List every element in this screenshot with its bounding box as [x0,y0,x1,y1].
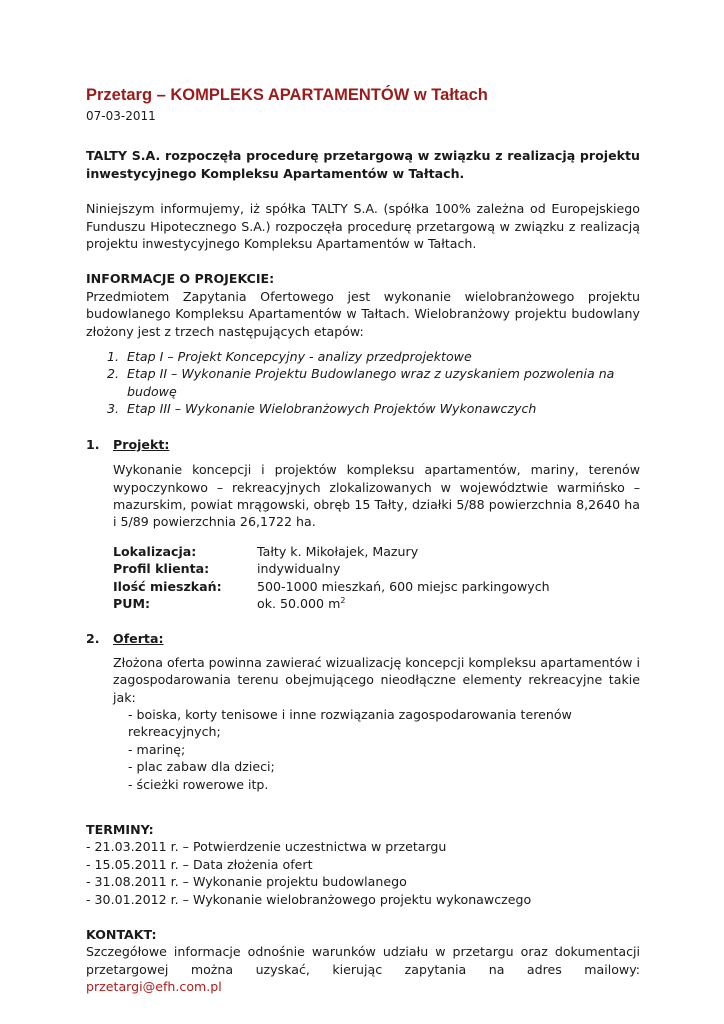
stage-number: 1. [107,349,120,365]
section-title: Projekt: [113,436,170,452]
stages-list [86,348,640,418]
section-number: 1. [86,436,100,452]
detail-label: Profil klienta: [113,561,210,577]
stage-item [86,400,640,417]
detail-label: Lokalizacja: [113,543,197,559]
detail-label: PUM: [113,595,151,611]
detail-value: Tałty k. Mikołajek, Mazury [257,543,419,559]
document-page [86,84,640,996]
term-item: - 30.01.2012 r. – Wykonanie wielobranżowego projektu wykonawczego [86,891,532,907]
stage-item [86,365,640,400]
term-item: - 31.08.2011 r. – Wykonanie projektu budowlanego [86,874,407,890]
lead-paragraph: TALTY S.A. rozpoczęła procedurę przetargową w związku z realizacją projektu inwestycyjnego Kompleksu Apartamentów w Tałtach. [86,148,640,181]
contact-body: Szczegółowe informacje odnośnie warunków udziału w przetargu oraz dokumentacji przetargowej można uzyskać, kierując zapytania na adres mailowy: [86,944,640,977]
contact-email-link[interactable]: przetargi@efh.com.pl [86,979,222,995]
section-title: Oferta: [113,631,164,647]
offer-text: Złożona oferta powinna zawierać wizualizację koncepcji kompleksu apartamentów i zagospodarowania terenu obejmującego nieodłączne elementy rekreacyjne takie jak: [113,654,640,705]
project-section [86,436,640,613]
stage-number: 3. [107,401,120,417]
offer-item: - ścieżki rowerowe itp. [128,776,269,792]
stage-item [86,348,640,365]
term-item: - 21.03.2011 r. – Potwierdzenie uczestnictwa w przetargu [86,839,447,855]
detail-row [113,578,640,595]
contact-section [86,926,640,996]
detail-value: indywidualny [257,561,341,577]
project-description: Wykonanie koncepcji i projektów kompleksu apartamentów, mariny, terenów wypoczynkowo – rekreacyjnych zlokalizowanych w województwie warmińsko – mazurskim, powiat mrągowski, obręb 15 Tałty, działki 5/88 powierzchnia 8,2640 ha i 5/89 powierzchnia 26,1722 ha. [113,462,640,530]
pum-value: ok. 50.000 m [257,595,341,611]
stage-text: Etap III – Wykonanie Wielobranżowych Projektów Wykonawczych [127,401,537,417]
terms-heading: TERMINY: [86,822,154,837]
project-info-heading: INFORMACJE O PROJEKCIE: [86,271,275,287]
detail-row [113,560,640,577]
contact-heading: KONTAKT: [86,927,157,943]
project-details [113,543,640,613]
section-number: 2. [86,631,100,647]
offer-item: - boiska, korty tenisowe i inne rozwiązania zagospodarowania terenów rekreacyjnych; [128,706,572,740]
stage-text: Etap II – Wykonanie Projektu Budowlanego wraz z uzyskaniem pozwolenia na budowę [127,366,615,399]
detail-value: 500-1000 mieszkań, 600 miejsc parkingowych [257,578,550,594]
offer-item: - marinę; [128,741,186,757]
terms-section [86,821,640,908]
contact-text [86,943,640,995]
offer-items-list [128,706,640,793]
project-info-section [86,270,640,417]
detail-label: Ilość mieszkań: [113,578,222,594]
pum-superscript: 2 [340,595,346,605]
detail-row [113,595,640,612]
document-date: 07-03-2011 [86,109,156,123]
detail-row [113,543,640,560]
term-item: - 15.05.2011 r. – Data złożenia ofert [86,856,313,872]
intro-paragraph: Niniejszym informujemy, iż spółka TALTY S.A. (spółka 100% zależna od Europejskiego Funduszu Hipotecznego S.A.) rozpoczęła procedurę przetargową w związku z realizacją projektu inwestycyjnego Kompleksu Apartamentów w Tałtach. [86,201,640,252]
stage-number: 2. [107,366,120,382]
document-title: Przetarg – KOMPLEKS APARTAMENTÓW w Tałtach [86,86,488,104]
stage-text: Etap I – Projekt Koncepcyjny - analizy przedprojektowe [127,349,472,365]
offer-item: - plac zabaw dla dzieci; [128,759,275,775]
detail-value [257,595,640,612]
offer-section [86,630,640,793]
project-info-text: Przedmiotem Zapytania Ofertowego jest wykonanie wielobranżowego projektu budowlanego Kompleksu Apartamentów w Tałtach. Wielobranżowy projektu budowlany złożony jest z trzech następujących etapów: [86,288,640,339]
